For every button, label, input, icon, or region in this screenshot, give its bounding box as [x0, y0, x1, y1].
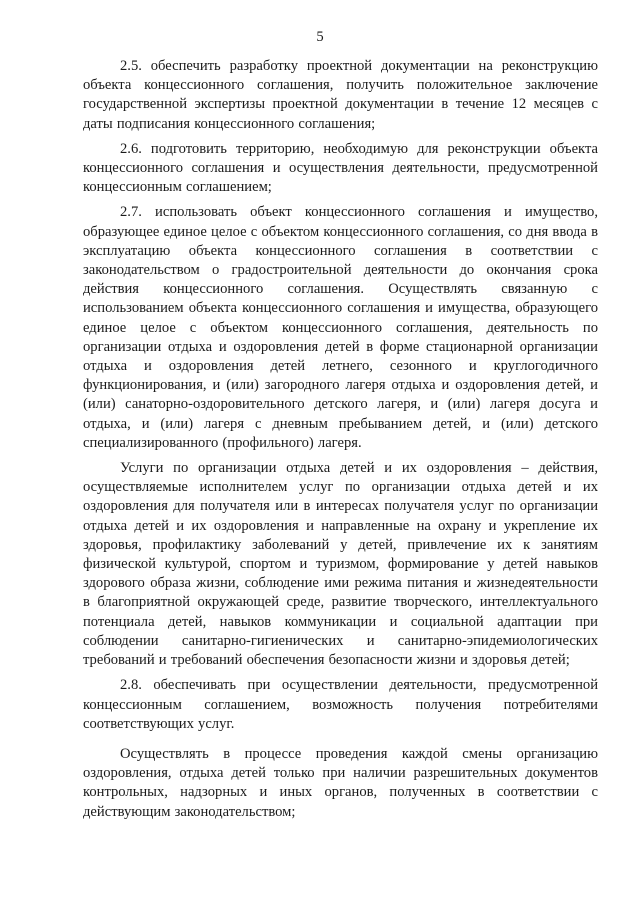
paragraph-shift-organization: Осуществлять в процессе проведения каждой смены организацию оздоровления, отдыха детей только при наличии разрешительных документов контрольных, надзорных и иных органов, полученных в соответствии с действующим законодательством;	[83, 745, 598, 820]
paragraph-2-8: 2.8. обеспечивать при осуществлении деятельности, предусмотренной концессионным соглашением, возможность получения потребителями соответствующих услуг.	[83, 677, 598, 732]
paragraph-2-6: 2.6. подготовить территорию, необходимую для реконструкции объекта концессионного соглашения и осуществления деятельности, предусмотренной концессионным соглашением;	[83, 140, 598, 196]
document-body	[83, 57, 598, 822]
page-number: 5	[316, 29, 324, 45]
paragraph-2-5: 2.5. обеспечить разработку проектной документации на реконструкцию объекта концессионного соглашения, получить положительное заключение государственной экспертизы проектной документации в течение 12 месяцев с даты подписания концессионного соглашения;	[83, 58, 598, 132]
paragraph-services-definition: Услуги по организации отдыха детей и их оздоровления – действия, осуществляемые исполнителем услуг по организации отдыха детей и их оздоровления для получателя или в интересах получателя услуг по организации отдыха детей и их оздоровления и направленные на охрану и укрепление их здоровья, профилактику заболеваний у детей, привлечение их к занятиям физической культурой, спортом и туризмом, формирование у детей навыков здорового образа жизни, соблюдение ими режима питания и жизнедеятельности в благоприятной окружающей среде, развитие творческого, интеллектуального потенциала детей, навыков коммуникации и социальной адаптации при соблюдении санитарно-гигиенических и санитарно-эпидемиологических требований и требований обеспечения безопасности жизни и здоровья детей;	[83, 460, 598, 669]
paragraph-2-7: 2.7. использовать объект концессионного соглашения и имущество, образующее единое целое с объектом концессионного соглашения, со дня ввода в эксплуатацию объекта концессионного соглашения в соответствии с законодательством о градостроительной деятельности до окончания срока действия концессионного соглашения. Осуществлять связанную с использованием объекта концессионного соглашения и имущества, образующего единое целое с объектом концессионного соглашения, деятельность по организации отдыха и оздоровления детей в форме стационарной организации отдыха и оздоровления детей летнего, сезонного и круглогодичного функционирования, и (или) загородного лагеря отдыха и оздоровления детей, и (или) санаторно-оздоровительного детского лагеря, и (или) лагеря досуга и отдыха, и (или) лагеря с дневным пребыванием детей, и (или) детского специализированного (профильного) лагеря.	[83, 204, 598, 451]
